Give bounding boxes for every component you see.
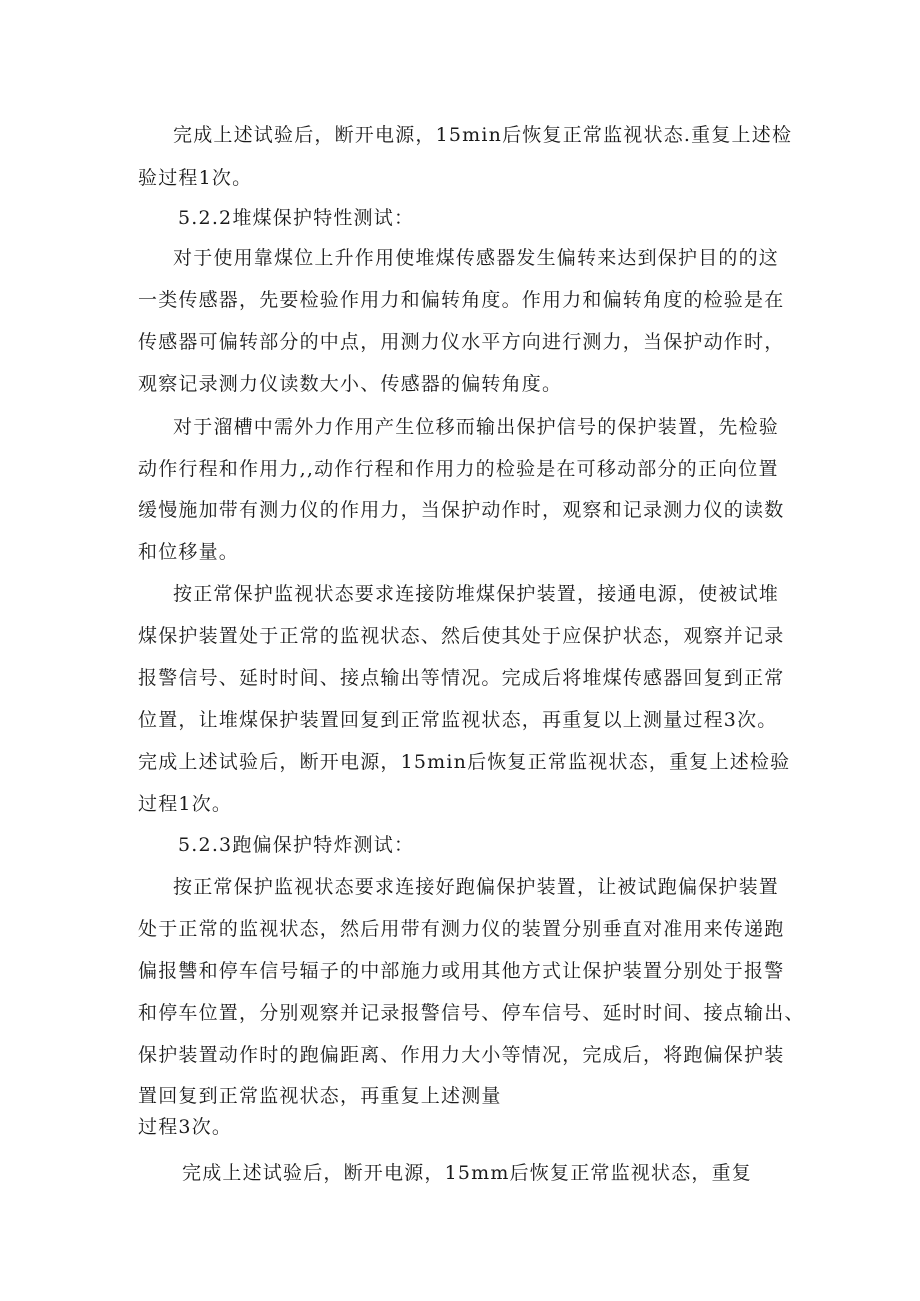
text-line: 报警信号、延时时间、接点输出等情况。完成后将堆煤传感器回复到正常 [138,667,785,689]
text-line: 完成上述试验后，断开电源，15mm后恢复正常监视状态，重复 [182,1162,753,1184]
text-line: 煤保护装置处于正常的监视状态、然后使其处于应保护状态，观察并记录 [138,625,785,647]
text-line: 偏报讐和停车信号辐子的中部施力或用其他方式让保护装置分别处于报警 [138,960,785,982]
text-line: 一类传感器，先要检验作用力和偏转角度。作用力和偏转角度的检验是在 [138,289,785,311]
text-line: 动作行程和作用力,,动作行程和作用力的检验是在可移动部分的正向位置 [138,458,779,480]
text-line: 过程1次。 [138,793,233,815]
text-line: 过程3次。 [138,1116,233,1138]
text-line: 对于溜槽中需外力作用产生位移而输出保护信号的保护装置，先检验 [173,416,780,438]
text-line: 位置，让堆煤保护装置回复到正常监视状态，再重复以上测量过程3次。 [138,709,778,731]
text-line: 置回复到正常监视状态，再重复上述测量 [138,1085,502,1107]
text-line: 和停车位置，分别观察并记录报警信号、停车信号、延时时间、接点输出、 [138,1002,805,1024]
text-line: 观察记录测力仪读数大小、传感器的偏转角度。 [138,373,563,395]
text-line: 按正常保护监视状态要求连接好跑偏保护装置，让被试跑偏保护装置 [173,876,780,898]
text-line: 对于使用靠煤位上升作用使堆煤传感器发生偏转来达到保护目的的这 [173,247,780,269]
section-heading: 5.2.2堆煤保护特性测试： [178,207,415,229]
text-line: 传感器可偏转部分的中点，用测力仪水平方向进行测力，当保护动作时， [138,331,785,353]
text-line: 和位移量。 [138,541,240,563]
section-heading: 5.2.3跑偏保护特炸测试： [178,834,415,856]
text-line: 按正常保护监视状态要求连接防堆煤保护装置，接通电源，使被试堆 [173,583,780,605]
text-line: 验过程1次。 [138,167,253,189]
text-line: 缓慢施加带有测力仪的作用力，当保护动作时，观察和记录测力仪的读数 [138,499,785,521]
text-line: 处于正常的监视状态，然后用带有测力仪的装置分别垂直对准用来传递跑 [138,918,785,940]
text-line: 完成上述试验后，断开电源，15min后恢复正常监视状态.重复上述检 [173,124,793,146]
text-line: 保护装置动作时的跑偏距离、作用力大小等情况，完成后，将跑偏保护装 [138,1044,785,1066]
text-line: 完成上述试验后，断开电源，15min后恢复正常监视状态，重复上述检验 [138,751,791,773]
